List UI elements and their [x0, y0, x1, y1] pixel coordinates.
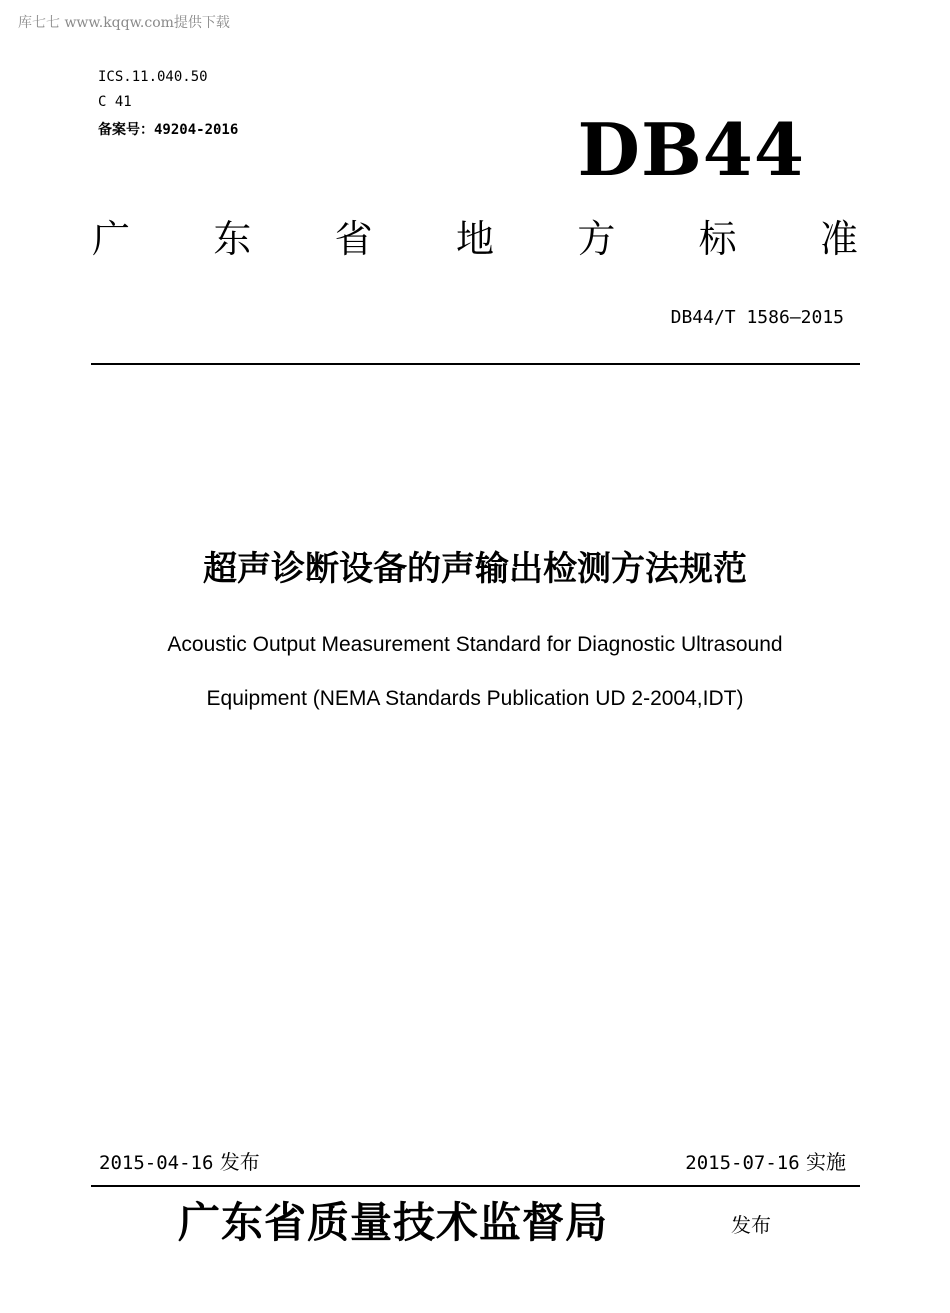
standard-type-char: 准 — [819, 217, 858, 261]
filing-number: 备案号：49204-2016 — [98, 122, 239, 138]
standard-type-char: 广 — [92, 217, 131, 261]
issue-label: 发布 — [219, 1150, 260, 1174]
implement-date: 2015-07-16 — [685, 1152, 800, 1174]
ccs-code: C 41 — [98, 94, 132, 110]
standard-type-char: 东 — [213, 217, 252, 261]
standard-type-char: 标 — [698, 217, 737, 261]
issuing-authority: 广东省质量技术监督局 — [178, 1198, 609, 1247]
top-divider — [91, 363, 860, 365]
title-english-line-2: Equipment (NEMA Standards Publication UD 2-2004,IDT) — [206, 687, 744, 710]
standard-code: DB44/T 1586—2015 — [670, 307, 844, 328]
implement-label: 实施 — [806, 1150, 846, 1174]
ics-code: ICS.11.040.50 — [98, 69, 208, 85]
standard-type-char: 省 — [334, 217, 373, 261]
issue-date: 2015-04-16 — [99, 1152, 214, 1174]
standard-type-char: 地 — [455, 217, 494, 261]
issue-date-line — [99, 1148, 260, 1177]
standard-type-heading — [92, 212, 858, 266]
watermark-text: 库七七 www.kqqw.com提供下载 — [18, 15, 230, 31]
title-english-line-1: Acoustic Output Measurement Standard for Diagnostic Ultrasound — [167, 633, 783, 656]
title-chinese: 超声诊断设备的声输出检测方法规范 — [203, 549, 747, 589]
standard-type-char: 方 — [577, 217, 616, 261]
implement-date-line — [685, 1148, 846, 1177]
bottom-divider — [91, 1185, 860, 1187]
issuing-authority-suffix: 发布 — [731, 1213, 771, 1237]
db44-logo: DB44 — [577, 107, 805, 192]
